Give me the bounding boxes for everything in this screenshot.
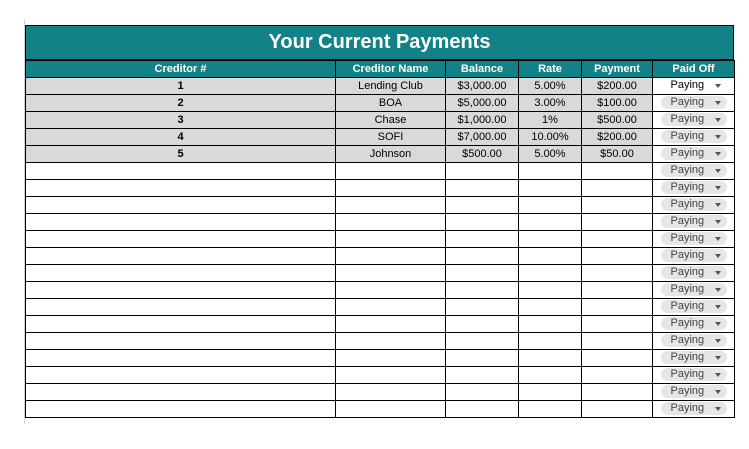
cell-balance[interactable]	[446, 214, 519, 231]
dropdown-caret-icon[interactable]	[715, 101, 721, 105]
cell-rate[interactable]	[519, 384, 582, 401]
cell-rate[interactable]	[519, 265, 582, 282]
paid-off-dropdown[interactable]	[661, 334, 727, 347]
cell-rate[interactable]: 3.00%	[519, 95, 582, 112]
cell-balance[interactable]	[446, 248, 519, 265]
cell-creditor-name[interactable]: Johnson	[336, 146, 446, 163]
paid-off-dropdown[interactable]	[661, 79, 727, 92]
payments-sheet	[25, 25, 734, 418]
empty-table-row	[26, 350, 735, 367]
empty-table-row	[26, 265, 735, 282]
paid-off-dropdown-value: Paying	[670, 113, 705, 126]
cell-balance[interactable]	[446, 401, 519, 418]
empty-table-row	[26, 231, 735, 248]
paid-off-dropdown-value: Paying	[670, 164, 705, 177]
paid-off-dropdown[interactable]	[661, 130, 727, 143]
empty-table-row	[26, 214, 735, 231]
cell-balance[interactable]: $5,000.00	[446, 95, 519, 112]
paid-off-dropdown-value: Paying	[670, 368, 705, 381]
cell-paid-off[interactable]	[653, 282, 735, 299]
cell-paid-off[interactable]	[653, 367, 735, 384]
cell-payment[interactable]	[582, 384, 653, 401]
cell-creditor-name[interactable]	[336, 231, 446, 248]
paid-off-dropdown[interactable]	[661, 198, 727, 211]
cell-paid-off[interactable]	[653, 78, 735, 95]
cell-creditor-name[interactable]: Chase	[336, 112, 446, 129]
paid-off-dropdown-value: Paying	[670, 283, 705, 296]
cell-paid-off[interactable]	[653, 350, 735, 367]
cell-paid-off[interactable]	[653, 163, 735, 180]
cell-payment[interactable]	[582, 333, 653, 350]
dropdown-caret-icon[interactable]	[715, 373, 721, 377]
cell-paid-off[interactable]	[653, 299, 735, 316]
cell-rate[interactable]	[519, 299, 582, 316]
cell-creditor-name[interactable]	[336, 282, 446, 299]
cell-payment[interactable]	[582, 401, 653, 418]
cell-rate[interactable]	[519, 316, 582, 333]
paid-off-dropdown-value: Paying	[670, 249, 705, 262]
dropdown-caret-icon[interactable]	[715, 407, 721, 411]
paid-off-dropdown-value: Paying	[670, 232, 705, 245]
paid-off-dropdown-value: Paying	[670, 215, 705, 228]
cell-creditor-name[interactable]	[336, 350, 446, 367]
cell-payment[interactable]	[582, 265, 653, 282]
cell-creditor-number[interactable]	[26, 180, 336, 197]
dropdown-caret-icon[interactable]	[715, 220, 721, 224]
cell-paid-off[interactable]	[653, 384, 735, 401]
cell-creditor-name[interactable]	[336, 316, 446, 333]
cell-payment[interactable]: $100.00	[582, 95, 653, 112]
dropdown-caret-icon[interactable]	[715, 186, 721, 190]
paid-off-dropdown[interactable]	[661, 266, 727, 279]
table-row	[26, 112, 735, 129]
cell-payment[interactable]	[582, 231, 653, 248]
cell-paid-off[interactable]	[653, 214, 735, 231]
paid-off-dropdown[interactable]	[661, 368, 727, 381]
cell-paid-off[interactable]	[653, 401, 735, 418]
paid-off-dropdown[interactable]	[661, 300, 727, 313]
column-header-creditor-number[interactable]: Creditor #	[26, 61, 336, 78]
cell-creditor-name[interactable]: Lending Club	[336, 78, 446, 95]
column-header-paid-off[interactable]: Paid Off	[653, 61, 735, 78]
cell-payment[interactable]	[582, 197, 653, 214]
cell-creditor-number[interactable]: 1	[26, 78, 336, 95]
cell-creditor-number[interactable]	[26, 214, 336, 231]
cell-paid-off[interactable]	[653, 180, 735, 197]
cell-paid-off[interactable]	[653, 197, 735, 214]
dropdown-caret-icon[interactable]	[715, 356, 721, 360]
paid-off-dropdown[interactable]	[661, 249, 727, 262]
paid-off-dropdown-value: Paying	[670, 181, 705, 194]
cell-rate[interactable]	[519, 197, 582, 214]
paid-off-dropdown[interactable]	[661, 317, 727, 330]
cell-creditor-number[interactable]	[26, 231, 336, 248]
cell-creditor-name[interactable]	[336, 299, 446, 316]
table-row	[26, 95, 735, 112]
cell-creditor-number[interactable]	[26, 333, 336, 350]
dropdown-caret-icon[interactable]	[715, 322, 721, 326]
table-row	[26, 78, 735, 95]
cell-creditor-name[interactable]	[336, 384, 446, 401]
cell-paid-off[interactable]	[653, 112, 735, 129]
cell-payment[interactable]: $200.00	[582, 78, 653, 95]
cell-creditor-number[interactable]: 4	[26, 129, 336, 146]
paid-off-dropdown-value: Paying	[670, 385, 705, 398]
dropdown-caret-icon[interactable]	[715, 271, 721, 275]
paid-off-dropdown-value: Paying	[670, 130, 705, 143]
column-header-payment[interactable]: Payment	[582, 61, 653, 78]
cell-balance[interactable]	[446, 316, 519, 333]
cell-rate[interactable]	[519, 231, 582, 248]
dropdown-caret-icon[interactable]	[715, 254, 721, 258]
column-header-creditor-name[interactable]: Creditor Name	[336, 61, 446, 78]
paid-off-dropdown-value: Paying	[670, 317, 705, 330]
paid-off-dropdown-value: Paying	[670, 300, 705, 313]
cell-rate[interactable]: 10.00%	[519, 129, 582, 146]
cell-creditor-number[interactable]: 3	[26, 112, 336, 129]
cell-creditor-number[interactable]	[26, 350, 336, 367]
paid-off-dropdown[interactable]	[661, 181, 727, 194]
cell-payment[interactable]	[582, 180, 653, 197]
cell-payment[interactable]	[582, 299, 653, 316]
paid-off-dropdown[interactable]	[661, 232, 727, 245]
paid-off-dropdown[interactable]	[661, 283, 727, 296]
empty-table-row	[26, 316, 735, 333]
cell-paid-off[interactable]	[653, 95, 735, 112]
cell-balance[interactable]: $7,000.00	[446, 129, 519, 146]
cell-payment[interactable]	[582, 163, 653, 180]
empty-table-row	[26, 248, 735, 265]
dropdown-caret-icon[interactable]	[715, 339, 721, 343]
cell-balance[interactable]: $500.00	[446, 146, 519, 163]
paid-off-dropdown[interactable]	[661, 385, 727, 398]
cell-creditor-name[interactable]: BOA	[336, 95, 446, 112]
cell-balance[interactable]	[446, 197, 519, 214]
paid-off-dropdown[interactable]	[661, 96, 727, 109]
cell-rate[interactable]: 1%	[519, 112, 582, 129]
cell-balance[interactable]	[446, 350, 519, 367]
cell-creditor-name[interactable]	[336, 180, 446, 197]
cell-creditor-name[interactable]	[336, 163, 446, 180]
empty-table-row	[26, 401, 735, 418]
cell-creditor-number[interactable]	[26, 265, 336, 282]
cell-balance[interactable]	[446, 265, 519, 282]
cell-rate[interactable]	[519, 248, 582, 265]
cell-creditor-name[interactable]: SOFI	[336, 129, 446, 146]
cell-payment[interactable]	[582, 248, 653, 265]
cell-payment[interactable]	[582, 367, 653, 384]
cell-creditor-name[interactable]	[336, 248, 446, 265]
paid-off-dropdown-value: Paying	[670, 334, 705, 347]
cell-payment[interactable]: $50.00	[582, 146, 653, 163]
cell-balance[interactable]: $3,000.00	[446, 78, 519, 95]
cell-paid-off[interactable]	[653, 248, 735, 265]
paid-off-dropdown-value: Paying	[670, 96, 705, 109]
cell-payment[interactable]	[582, 214, 653, 231]
cell-creditor-number[interactable]: 5	[26, 146, 336, 163]
empty-table-row	[26, 333, 735, 350]
column-header-balance[interactable]: Balance	[446, 61, 519, 78]
cell-creditor-number[interactable]	[26, 316, 336, 333]
cell-paid-off[interactable]	[653, 316, 735, 333]
paid-off-dropdown-value: Paying	[670, 351, 705, 364]
cell-rate[interactable]	[519, 350, 582, 367]
cell-rate[interactable]	[519, 401, 582, 418]
cell-rate[interactable]: 5.00%	[519, 78, 582, 95]
cell-balance[interactable]	[446, 367, 519, 384]
cell-paid-off[interactable]	[653, 129, 735, 146]
paid-off-dropdown-value: Paying	[670, 79, 705, 92]
paid-off-dropdown-value: Paying	[670, 198, 705, 211]
dropdown-caret-icon[interactable]	[715, 288, 721, 292]
dropdown-caret-icon[interactable]	[715, 203, 721, 207]
cell-payment[interactable]: $500.00	[582, 112, 653, 129]
cell-rate[interactable]	[519, 180, 582, 197]
dropdown-caret-icon[interactable]	[715, 152, 721, 156]
paid-off-dropdown[interactable]	[661, 351, 727, 364]
dropdown-caret-icon[interactable]	[715, 84, 721, 88]
cell-payment[interactable]	[582, 316, 653, 333]
cell-balance[interactable]	[446, 282, 519, 299]
paid-off-dropdown-value: Paying	[670, 147, 705, 160]
header-row	[26, 61, 735, 78]
paid-off-dropdown[interactable]	[661, 215, 727, 228]
empty-table-row	[26, 163, 735, 180]
dropdown-caret-icon[interactable]	[715, 135, 721, 139]
cell-paid-off[interactable]	[653, 333, 735, 350]
cell-balance[interactable]	[446, 180, 519, 197]
cell-creditor-name[interactable]	[336, 265, 446, 282]
paid-off-dropdown[interactable]	[661, 113, 727, 126]
empty-table-row	[26, 384, 735, 401]
dropdown-caret-icon[interactable]	[715, 237, 721, 241]
cell-creditor-name[interactable]	[336, 401, 446, 418]
cell-paid-off[interactable]	[653, 146, 735, 163]
paid-off-dropdown[interactable]	[661, 164, 727, 177]
cell-creditor-number[interactable]	[26, 282, 336, 299]
paid-off-dropdown-value: Paying	[670, 266, 705, 279]
table-body	[26, 78, 735, 418]
paid-off-dropdown[interactable]	[661, 402, 727, 415]
cell-creditor-name[interactable]	[336, 367, 446, 384]
cell-rate[interactable]: 5.00%	[519, 146, 582, 163]
payments-table	[25, 60, 735, 418]
empty-table-row	[26, 180, 735, 197]
cell-rate[interactable]	[519, 163, 582, 180]
paid-off-dropdown-value: Paying	[670, 402, 705, 415]
cell-balance[interactable]	[446, 163, 519, 180]
cell-rate[interactable]	[519, 282, 582, 299]
cell-creditor-name[interactable]	[336, 197, 446, 214]
cell-creditor-number[interactable]	[26, 384, 336, 401]
cell-creditor-number[interactable]	[26, 367, 336, 384]
dropdown-caret-icon[interactable]	[715, 305, 721, 309]
cell-paid-off[interactable]	[653, 231, 735, 248]
paid-off-dropdown[interactable]	[661, 147, 727, 160]
cell-paid-off[interactable]	[653, 265, 735, 282]
empty-table-row	[26, 367, 735, 384]
cell-creditor-number[interactable]	[26, 401, 336, 418]
empty-table-row	[26, 299, 735, 316]
cell-rate[interactable]	[519, 333, 582, 350]
cell-creditor-number[interactable]	[26, 197, 336, 214]
cell-balance[interactable]	[446, 299, 519, 316]
table-row	[26, 129, 735, 146]
cell-creditor-number[interactable]	[26, 248, 336, 265]
empty-table-row	[26, 197, 735, 214]
dropdown-caret-icon[interactable]	[715, 118, 721, 122]
cell-rate[interactable]	[519, 367, 582, 384]
dropdown-caret-icon[interactable]	[715, 390, 721, 394]
cell-creditor-number[interactable]: 2	[26, 95, 336, 112]
empty-table-row	[26, 282, 735, 299]
cell-payment[interactable]	[582, 350, 653, 367]
cell-creditor-name[interactable]	[336, 214, 446, 231]
sheet-title[interactable]: Your Current Payments	[25, 25, 734, 60]
column-header-rate[interactable]: Rate	[519, 61, 582, 78]
cell-balance[interactable]: $1,000.00	[446, 112, 519, 129]
cell-balance[interactable]	[446, 231, 519, 248]
cell-creditor-name[interactable]	[336, 333, 446, 350]
cell-creditor-number[interactable]	[26, 299, 336, 316]
cell-payment[interactable]: $200.00	[582, 129, 653, 146]
cell-creditor-number[interactable]	[26, 163, 336, 180]
cell-rate[interactable]	[519, 214, 582, 231]
dropdown-caret-icon[interactable]	[715, 169, 721, 173]
cell-balance[interactable]	[446, 384, 519, 401]
table-row	[26, 146, 735, 163]
cell-balance[interactable]	[446, 333, 519, 350]
cell-payment[interactable]	[582, 282, 653, 299]
